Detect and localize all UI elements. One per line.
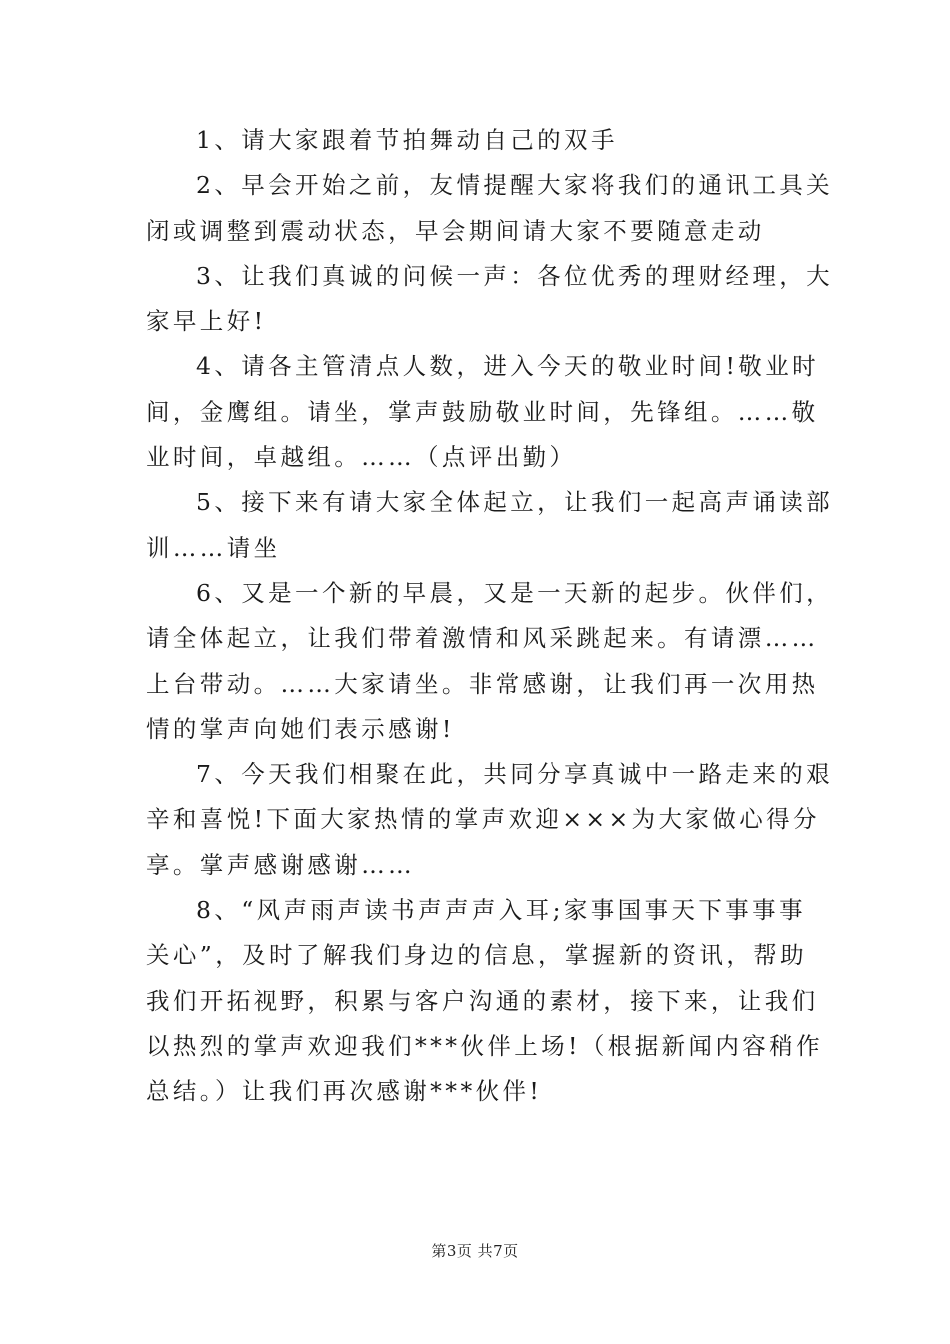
document-body [146, 118, 834, 1115]
text-line: 以热烈的掌声欢迎我们***伙伴上场!（根据新闻内容稍作 [146, 1031, 823, 1060]
text-line: 我们开拓视野，积累与客户沟通的素材，接下来，让我们 [146, 986, 819, 1015]
text-line: 6、又是一个新的早晨，又是一天新的起步。伙伴们， [196, 578, 834, 607]
text-line: 关心”，及时了解我们身边的信息，掌握新的资讯，帮助 [146, 941, 808, 970]
text-line: 上台带动。……大家请坐。非常感谢，让我们再一次用热 [146, 669, 819, 698]
text-line: 闭或调整到震动状态，早会期间请大家不要随意走动 [146, 216, 765, 245]
text-line: 1、请大家跟着节拍舞动自己的双手 [196, 126, 618, 154]
text-line: 7、今天我们相聚在此，共同分享真诚中一路走来的艰 [196, 760, 834, 789]
text-line: 享。掌声感谢感谢…… [146, 850, 415, 879]
text-line: 总结。）让我们再次感谢***伙伴! [146, 1077, 543, 1106]
paragraph-5 [146, 480, 834, 571]
paragraph-7 [146, 752, 834, 888]
text-line: 训……请坐 [146, 533, 281, 562]
text-line: 请全体起立，让我们带着激情和风采跳起来。有请漂…… [146, 624, 819, 653]
text-line: 业时间，卓越组。……（点评出勤） [146, 443, 577, 472]
text-line: 情的掌声向她们表示感谢! [146, 714, 455, 743]
text-line: 4、请各主管清点人数，进入今天的敬业时间!敬业时 [196, 352, 819, 381]
text-line: 家早上好! [146, 307, 267, 336]
text-line: 5、接下来有请大家全体起立，让我们一起高声诵读部 [196, 488, 834, 517]
page-number-footer: 第3页 共7页 [431, 1242, 519, 1260]
paragraph-4 [146, 344, 819, 480]
paragraph-1 [146, 118, 808, 163]
paragraph-3 [146, 254, 834, 345]
paragraph-6 [146, 571, 834, 752]
paragraph-8 [146, 888, 823, 1114]
text-line: 辛和喜悦!下面大家热情的掌声欢迎×××为大家做心得分 [146, 805, 820, 834]
text-line: 间，金鹰组。请坐，掌声鼓励敬业时间，先锋组。……敬 [146, 397, 819, 426]
text-line: 8、“风声雨声读书声声声入耳;家事国事天下事事事 [196, 896, 806, 925]
text-line: 3、让我们真诚的问候一声：各位优秀的理财经理，大 [196, 261, 834, 290]
paragraph-2 [146, 163, 834, 254]
text-line: 2、早会开始之前，友情提醒大家将我们的通讯工具关 [196, 171, 834, 200]
